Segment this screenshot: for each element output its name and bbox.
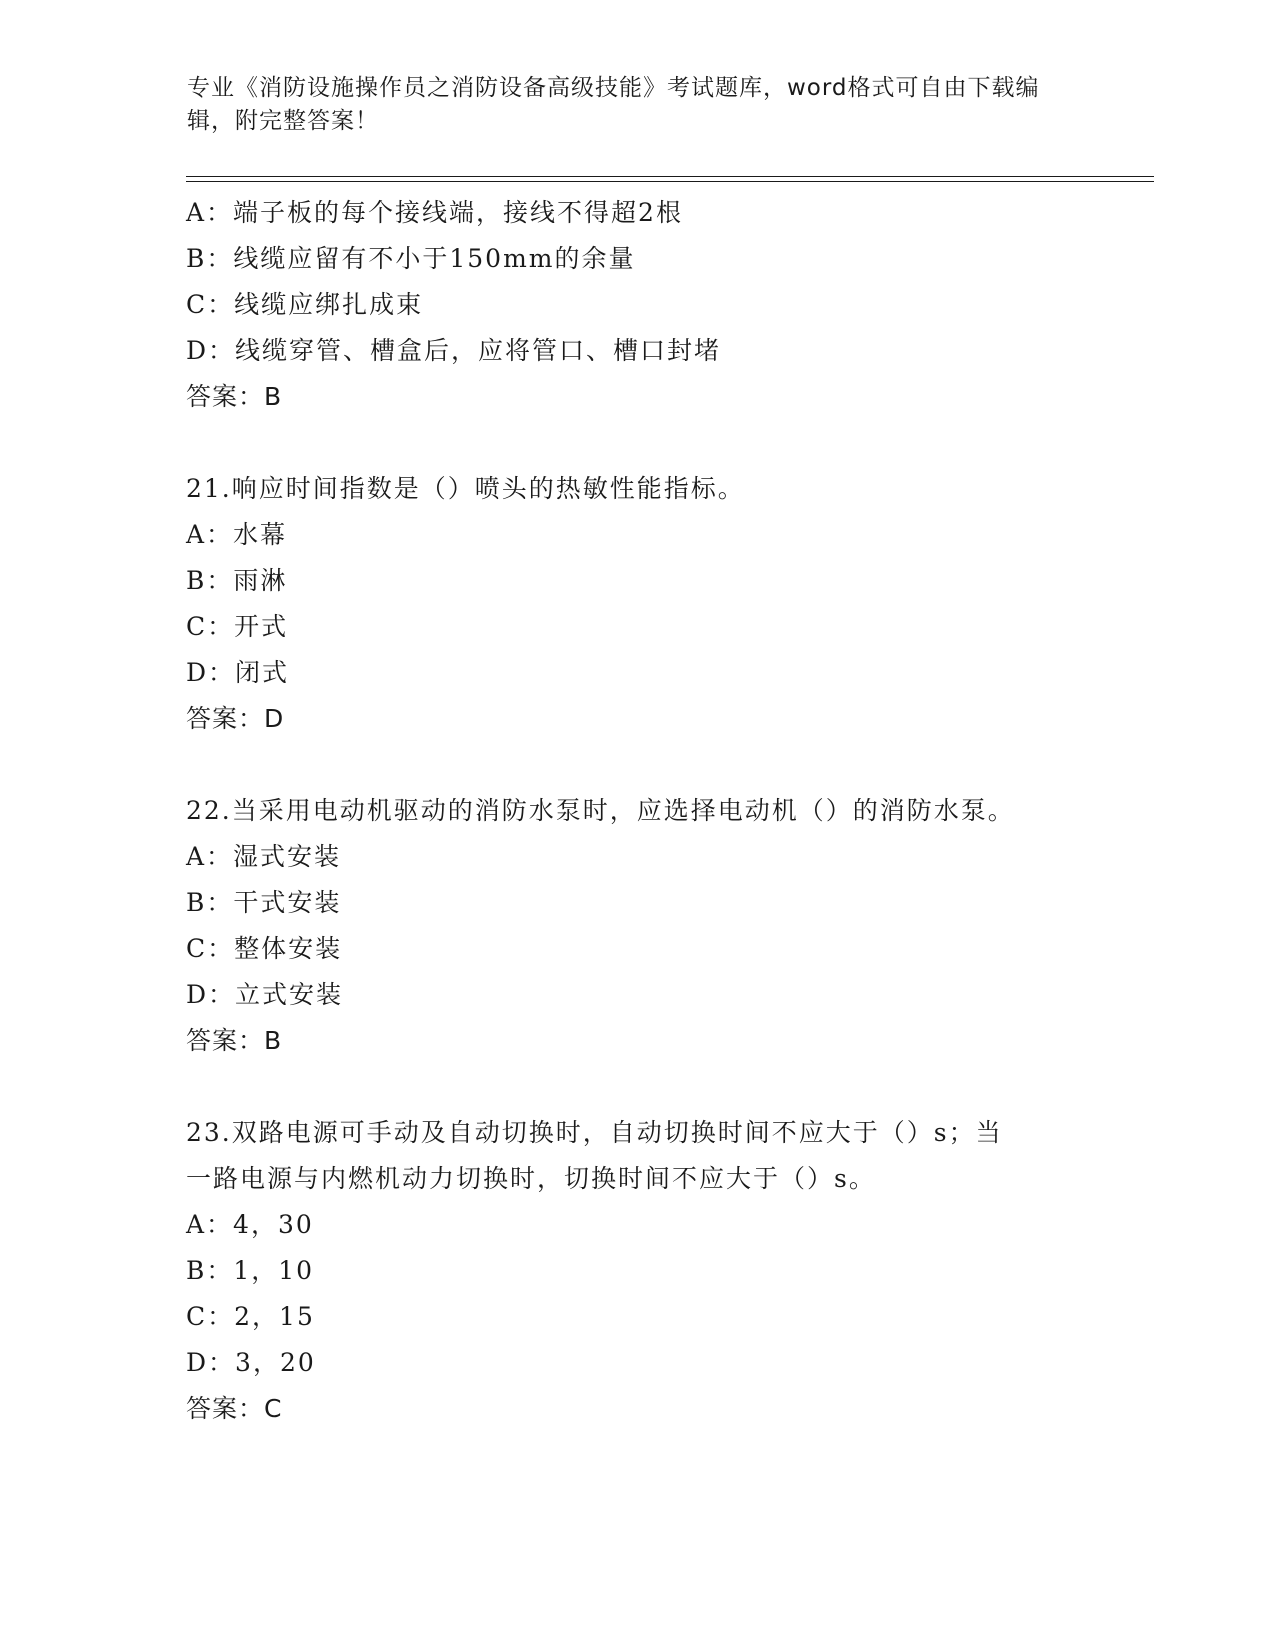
option-b: B：雨淋 <box>186 566 288 595</box>
option-c: C：开式 <box>186 612 289 641</box>
option-b: B：干式安装 <box>186 888 342 917</box>
header-divider-top <box>186 176 1154 177</box>
spacer <box>186 1064 1086 1110</box>
option-d: D：立式安装 <box>186 980 344 1009</box>
document-header: 专业《消防设施操作员之消防设备高级技能》考试题库，word格式可自由下载编辑，附完整答案！ <box>187 75 1040 134</box>
spacer <box>186 742 1086 788</box>
question-block-20 <box>186 190 1086 420</box>
option-a: A：湿式安装 <box>186 842 342 871</box>
option-a: A：4，30 <box>186 1210 314 1239</box>
question-text: 21.响应时间指数是（）喷头的热敏性能指标。 <box>186 474 745 503</box>
option-c: C：线缆应绑扎成束 <box>186 290 424 319</box>
option-a: A：端子板的每个接线端，接线不得超2根 <box>186 198 683 227</box>
option-d: D：3，20 <box>186 1348 316 1377</box>
question-block-21 <box>186 466 1086 742</box>
question-block-23 <box>186 1110 1086 1432</box>
header-divider-bottom <box>186 181 1154 182</box>
option-b: B：线缆应留有不小于150mm的余量 <box>186 244 636 273</box>
answer-line: 答案：C <box>186 1394 283 1423</box>
answer-line: 答案：B <box>186 1026 283 1055</box>
option-a: A：水幕 <box>186 520 288 549</box>
option-c: C：2，15 <box>186 1302 315 1331</box>
answer-line: 答案：B <box>186 382 283 411</box>
option-b: B：1，10 <box>186 1256 315 1285</box>
question-text: 22.当采用电动机驱动的消防水泵时，应选择电动机（）的消防水泵。 <box>186 796 1015 825</box>
option-d: D：线缆穿管、槽盒后，应将管口、槽口封堵 <box>186 336 722 365</box>
question-text-line-2: 一路电源与内燃机动力切换时，切换时间不应大于（）s。 <box>186 1164 876 1193</box>
question-list <box>186 190 1086 1432</box>
question-block-22 <box>186 788 1086 1064</box>
answer-line: 答案：D <box>186 704 285 733</box>
spacer <box>186 420 1086 466</box>
question-text-line-1: 23.双路电源可手动及自动切换时，自动切换时间不应大于（）s；当 <box>186 1118 1003 1147</box>
option-c: C：整体安装 <box>186 934 343 963</box>
option-d: D：闭式 <box>186 658 290 687</box>
